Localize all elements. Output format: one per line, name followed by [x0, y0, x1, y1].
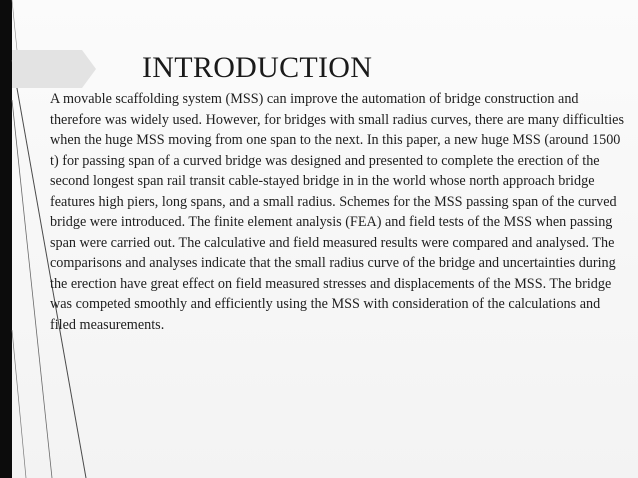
decor-line-short — [12, 330, 26, 478]
decor-line-mid — [12, 100, 52, 478]
slide-body-text: A movable scaffolding system (MSS) can improve the automation of bridge construction and therefore was widely used. However, for bridges with small radius curves, there are many difficulties when the huge MSS moving from one span to the next. In this paper, a new huge MSS (around 1500 t) for passing span of a curved bridge was designed and presented to complete the erection of the second longest span rail transit cable-stayed bridge in in the world whose north approach bridge features high piers, long spans, and a small radius. Schemes for the MSS passing span of the curved bridge were introduced. The finite element analysis (FEA) and field tests of the MSS when passing span were carried out. The calculative and field measured results were compared and analysed. The comparisons and analyses indicate that the small radius curve of the bridge and uncertainties during the erection have great effect on field measured stresses and displacements of the MSS. The bridge was competed smoothly and efficiently using the MSS with consideration of the calculations and filed measurements. — [50, 91, 624, 333]
slide-title: INTRODUCTION — [142, 51, 373, 84]
title-arrow-band — [12, 50, 96, 88]
